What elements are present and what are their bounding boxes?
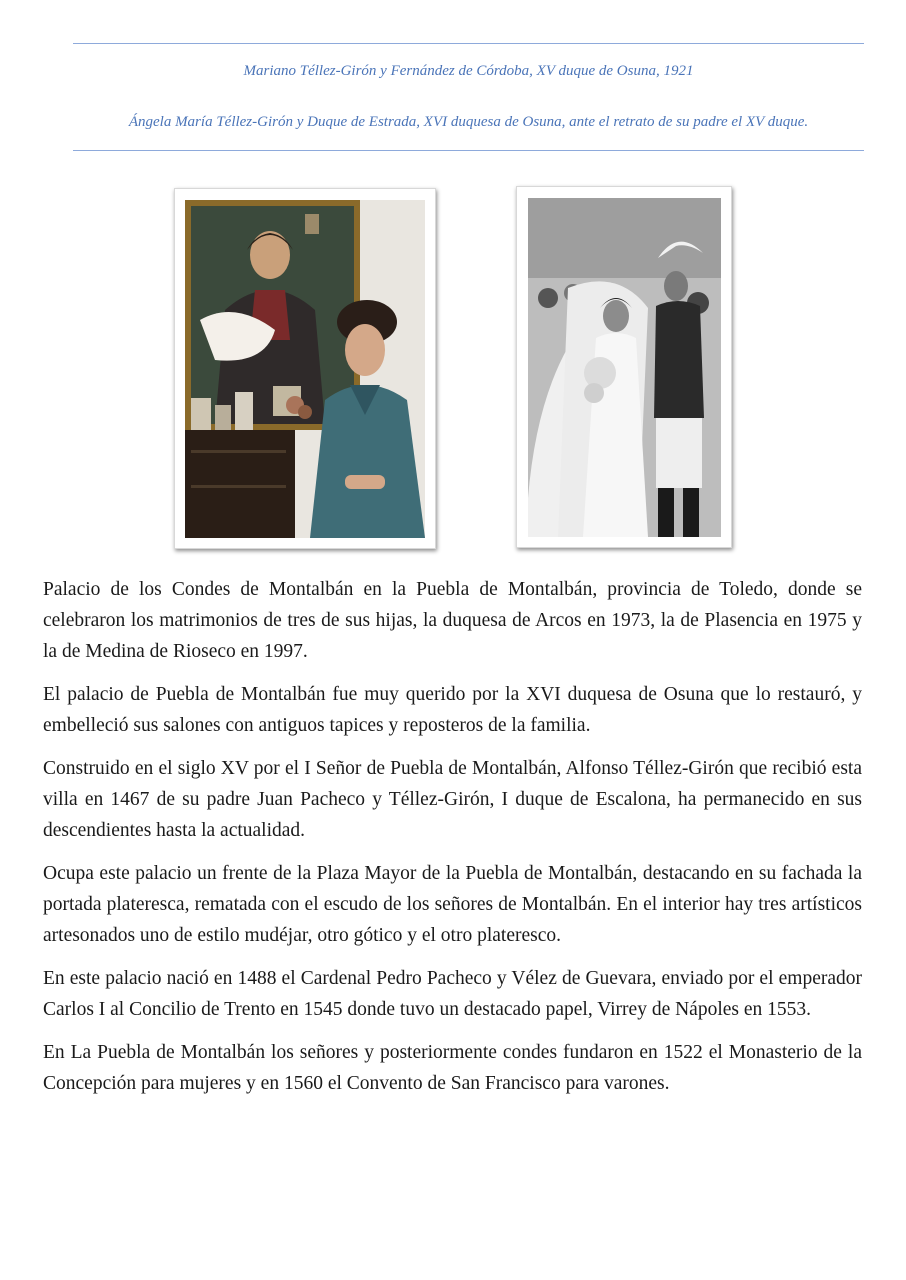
paragraph-fundaciones: En La Puebla de Montalbán los señores y posteriormente condes fundaron en 1522 el Monasterio de la Concepción para mujeres y en 1560 el Convento de San Francisco para varones.: [43, 1042, 862, 1094]
photo-duquesa-ante-retrato: [174, 188, 436, 549]
photo-boda: [516, 186, 732, 548]
caption-xv-duque: Mariano Téllez-Girón y Fernández de Córdoba, XV duque de Osuna, 1921: [243, 63, 694, 79]
caption-xvi-duquesa: Ángela María Téllez-Girón y Duque de Estrada, XVI duquesa de Osuna, ante el retrato de su padre el XV duque.: [128, 114, 809, 130]
paragraph-restauracion: El palacio de Puebla de Montalbán fue muy querido por la XVI duquesa de Osuna que lo restauró, y embelleció sus salones con antiguos tapices y reposteros de la familia.: [43, 684, 862, 736]
paragraph-fachada: Ocupa este palacio un frente de la Plaza Mayor de la Puebla de Montalbán, destacando en su fachada la portada plateresca, rematada con el escudo de los señores de Montalbán. En el interior hay tres artísticos artesonados uno de estilo mudéjar, otro gótico y el otro plateresco.: [43, 863, 862, 946]
paragraph-palacio: Palacio de los Condes de Montalbán en la Puebla de Montalbán, provincia de Toledo, donde se celebraron los matrimonios de tres de sus hijas, la duquesa de Arcos en 1973, la de Plasencia en 1975 y la de Medina de Rioseco en 1997.: [43, 579, 862, 662]
body-text: [43, 574, 862, 1111]
duquesa-portrait-image: [185, 200, 425, 538]
paragraph-cardenal: En este palacio nació en 1488 el Cardenal Pedro Pacheco y Vélez de Guevara, enviado por el emperador Carlos I al Concilio de Trento en 1545 donde tuvo un destacado papel, Virrey de Nápoles en 1553.: [43, 968, 862, 1020]
caption-block: [73, 43, 864, 151]
paragraph-construccion: Construido en el siglo XV por el I Señor de Puebla de Montalbán, Alfonso Téllez-Girón que recibió esta villa en 1467 de su padre Juan Pacheco y Téllez-Girón, I duque de Escalona, ha permanecido en sus descendientes hasta la actualidad.: [43, 758, 862, 841]
wedding-image: [528, 198, 721, 537]
